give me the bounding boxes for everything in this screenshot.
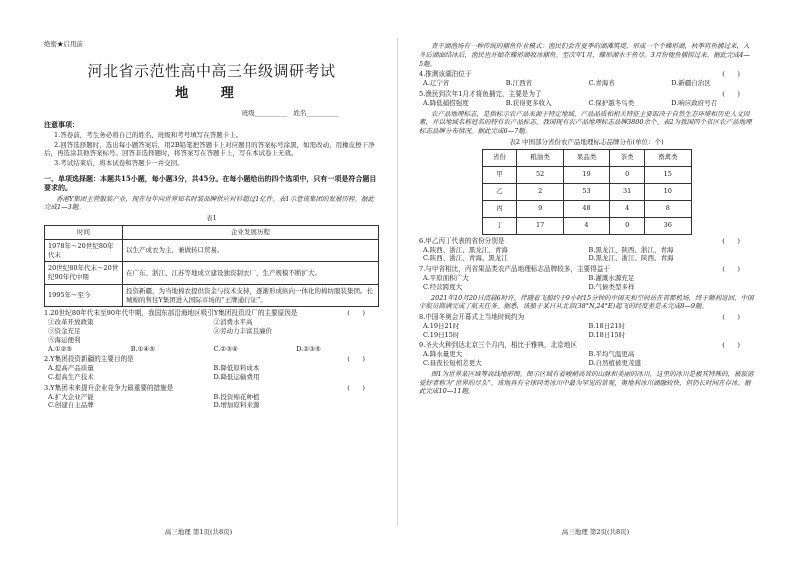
table-cell: 20世纪80年代末～20世纪90年代中期 [45,262,123,285]
answer-option: ①改革开放政策 [48,318,94,327]
question-stem [419,90,754,99]
table-row [482,183,691,200]
answer-option: ③资金充足 [48,327,81,336]
page-footer: 高三地理 第1页(共8页) [164,528,233,536]
table-row [482,217,691,234]
question-text: 9.圣火火种到达北京三个月内，相比于雅典，北京地区 [419,341,577,350]
table-cell: 2 [517,183,563,200]
confidential-mark: 绝密★启用前 [44,40,83,48]
answer-option: A.辽宁省 [423,79,450,88]
subject-title: 地 理 [175,86,248,102]
table-cell: 31 [610,183,645,200]
section-heading: 一、单项选择题：本题共15小题，每小题3分，共45分。在每小题给出的四个选项中，只有一项是符合题目要求的。 [44,173,377,193]
question-text: 4.推测该湖泊位于 [419,70,472,79]
question-text: 6.甲乙丙丁代表的省份分别是 [419,236,505,245]
answer-option: C.保护越冬鸟类 [588,98,635,107]
answer-option: B.平均气温更高 [588,350,635,359]
notice-item: 3.考试结束后，将本试卷和答题卡一并交回。 [54,159,184,168]
table-cell: 在广东、浙江、江苏等地成立建设独资制衣厂，生产规模不断扩大。 [123,262,379,285]
answer-option: B.18日21时 [588,321,625,330]
table-cell: 0 [610,166,645,183]
answer-option: D.降低运输费用 [213,372,260,381]
table-cell: 丙 [482,200,517,217]
question-stem [419,70,754,79]
answer-option: D.新疆自治区 [671,79,711,88]
answer-option: D.自然植被更茂盛 [588,359,642,368]
notice-heading: 注意事项： [44,120,79,130]
option-group [44,345,379,354]
answer-option: C.青海省 [588,79,615,88]
answer-option: A.陕西、浙江、黑龙江、青海 [423,245,508,254]
table-row [45,262,379,285]
answer-option: C.经营跨度大 [423,282,463,291]
notice-item: 1.答卷前，考生务必将自己的姓名、班级和考号填写在答题卡上。 [54,130,243,139]
table-cell: 8 [645,200,691,217]
question-stem [44,384,379,393]
table-cell: 丁 [482,217,517,234]
table-header: 茶类 [610,149,645,166]
answer-option: C.②③④ [213,344,238,353]
question-text: 2.Y集团投资新疆的主要目的是 [44,355,134,364]
answer-option: A.平原面积广大 [423,273,469,282]
answer-option: B.降低原料成本 [213,364,260,373]
question-stem [419,265,754,274]
answer-blank: ( ) [722,265,740,274]
option-group [419,322,754,340]
table-cell: 48 [563,200,609,217]
answer-option: ②消费水平高 [213,318,253,327]
table-cell: 53 [563,183,609,200]
answer-blank: ( ) [722,236,740,245]
answer-option: C.昼夜长短相差更大 [423,359,482,368]
answer-option: A.19日21时 [423,321,460,330]
table-cell: 1995年～至今 [45,284,123,307]
answer-option: D.响应政府号召 [671,98,718,107]
question-text: 7.与甲省相比，丙省果品类农产品地理标志品牌较多，主要得益于 [419,265,610,274]
table-cell: 4 [563,217,609,234]
answer-option: D.黑龙江、浙江、陕西、青海 [588,254,674,263]
question-list [419,237,754,292]
notice-block [44,120,379,168]
answer-option: A.提高产品质量 [48,364,94,373]
table-cell: 乙 [482,183,517,200]
question-stem [419,341,754,350]
question-text: 3.Y集团未来提升企业竞争力最重要的措施是 [44,383,174,392]
answer-blank: ( ) [722,341,740,350]
table-cell: 甲 [482,166,517,183]
answer-option: A.扩大企业产能 [48,392,94,401]
question-stem [44,355,379,364]
question-list [419,70,754,107]
table-header: 时间 [45,226,123,240]
answer-option: A.①②⑤ [48,344,73,353]
option-group [419,350,754,368]
answer-option: C.陕西、浙江、青海、黑龙江 [423,254,508,263]
development-table [44,225,379,307]
table-cell: 9 [517,200,563,217]
answer-option: D.②③⑤ [296,344,321,353]
question-text: 1.20世纪80年代末至90年代中期，我国东部沿海地区吸引Y集团投资设厂的主要原因是 [44,309,298,318]
passage: 查干湖渔场有一种传统的捕鱼作业模式：渔民们会在夏季的湖滩筑堤，形成一个个蝶形湖，秋季将鱼捕过来，入冬后湖面结冰后，渔民也开始在蝶形湖收冰捕鱼。至次年1月，蝶形湖水干鱼尽。3月份便鱼捕捞过来。据此完成4—5题。 [419,42,750,68]
table-cell: 投资新疆，为当地棉农提供资金与技术支持，逐渐形成纵向一体化的棉纺服装集团。长城棉的售往Y集团进入国际市场的“王牌通行证”。 [123,284,379,307]
name-label: 姓名 [293,108,307,117]
page-footer: 高三地理 第2页(共8页) [561,528,630,536]
passage: 农产品地理标志，是指标示农产品来源于特定地域，产品品质和相关特征主要取决于自然生态环境和历史人文因素，并以地域名称冠名的特有农产品标志。我国现有农产品地理标志品牌3800余个。表2为我国四个省区农产品地理标志品牌分布情况。据此完成6—7题。 [419,109,752,136]
option-group [419,99,754,108]
answer-option: B.灌溉水源充足 [588,273,635,282]
option-group [419,79,754,88]
question-stem [44,309,379,318]
question-text: 8.中国冬奥会开幕式上当地时间约为 [419,313,525,322]
page-right [397,0,794,562]
table-cell: 10 [645,183,691,200]
answer-blank: ( ) [722,313,740,322]
answer-option: C.提高生产技术 [48,372,94,381]
answer-blank: ( ) [347,355,365,364]
answer-option: B.黑龙江、陕西、浙江、青海 [588,245,674,254]
answer-option: B.江西省 [505,79,533,88]
passage: 香港Y集团主营服装产业，现在每年向世界知名时装品牌供应衬衫超过1亿件。表1示意该集团的发展历程。据此完成1—3题。 [44,194,375,212]
table-cell: 36 [645,217,691,234]
table-cell: 15 [645,166,691,183]
table-cell: 1978年～20世纪80年代末 [45,239,123,262]
class-name-line: 班级__________ 姓名__________ [241,108,339,117]
answer-blank: ( ) [722,89,740,98]
question-list [419,313,754,368]
table-header: 粮油类 [517,149,563,166]
answer-option: B.获得更多收入 [505,98,552,107]
option-group [419,274,754,292]
answer-option: D.增加原料来源 [213,401,260,410]
answer-option: ④劳动力丰富且廉价 [213,327,272,336]
answer-blank: ( ) [347,383,365,392]
answer-option: ⑤海运便利 [48,335,81,344]
notice-item: 2.回答选择题时，选出每小题答案后，用2B铅笔把答题卡上对应题目的答案标号涂黑，如需改动，用橡皮擦干净后，再选涂其他答案标号。回答非选择题时，将答案写在答题卡上，写在本试卷上无效。 [44,140,375,158]
answer-blank: ( ) [347,309,365,318]
option-group [44,393,379,411]
table-cell: 以生产成衣为主，兼做转口贸易。 [123,239,379,262]
table-header: 畜禽类 [645,149,691,166]
brand-table [482,149,692,235]
table-cell: 19 [563,166,609,183]
table-caption: 表2 中国部分省份农产品地理标志品牌分布(单位：个) [509,137,664,146]
answer-option: A.降低捕捞强度 [423,98,469,107]
table-row [482,166,691,183]
table-header: 企业发展历程 [123,226,379,240]
question-stem [419,313,754,322]
option-group [419,246,754,264]
answer-option: B.投资棉花种植 [213,392,260,401]
table-row [45,239,379,262]
option-group [44,364,379,382]
table-cell: 0 [610,217,645,234]
question-list [44,309,379,410]
question-text: 5.渔民到次年1月才将鱼捕完，主要是为了 [419,89,542,98]
answer-option: A.降水量更大 [423,350,463,359]
answer-option: C.19日15时 [423,330,460,339]
answer-blank: ( ) [722,70,740,79]
answer-option: D.18日15时 [588,330,626,339]
table-caption: 表1 [206,214,217,223]
passage: 图1为世界某区域等高线地形图。图示区域有着峻峭高耸的山脉和美丽的冰川，这里的冰川是极其特殊的，被旅游爱好者称为“世界的尽头”。该地具有全球同类冰川中最为罕见的景观，奥地利冰川湖融较快，但仍长时间在存冰。据此完成10—11题。 [419,369,754,396]
class-label: 班级 [241,108,255,117]
table-header: 果品类 [563,149,609,166]
table-cell: 17 [517,217,563,234]
answer-option: D.气候类型多样 [588,282,635,291]
table-cell: 52 [517,166,563,183]
table-header: 省份 [482,149,517,166]
table-row [482,200,691,217]
table-row [45,284,379,307]
answer-option [214,336,380,345]
answer-option: B.①④⑤ [130,344,156,353]
option-group [44,318,379,344]
question-stem [419,237,754,246]
table-cell: 4 [610,200,645,217]
answer-option: C.创建自主品牌 [48,401,94,410]
passage: 2021年10月20日清晨6时许，伴随着飞船约于9小时15分钟的中国天和空间站在首都机场，终于顺利返回，中国宇航员圆满完成了航天任务。据悉，该船于某日从北京(38°N,24°E)起飞的经度差是未完成8—9题。 [419,293,754,311]
exam-title: 河北省示范性高中高三年级调研考试 [87,61,336,80]
